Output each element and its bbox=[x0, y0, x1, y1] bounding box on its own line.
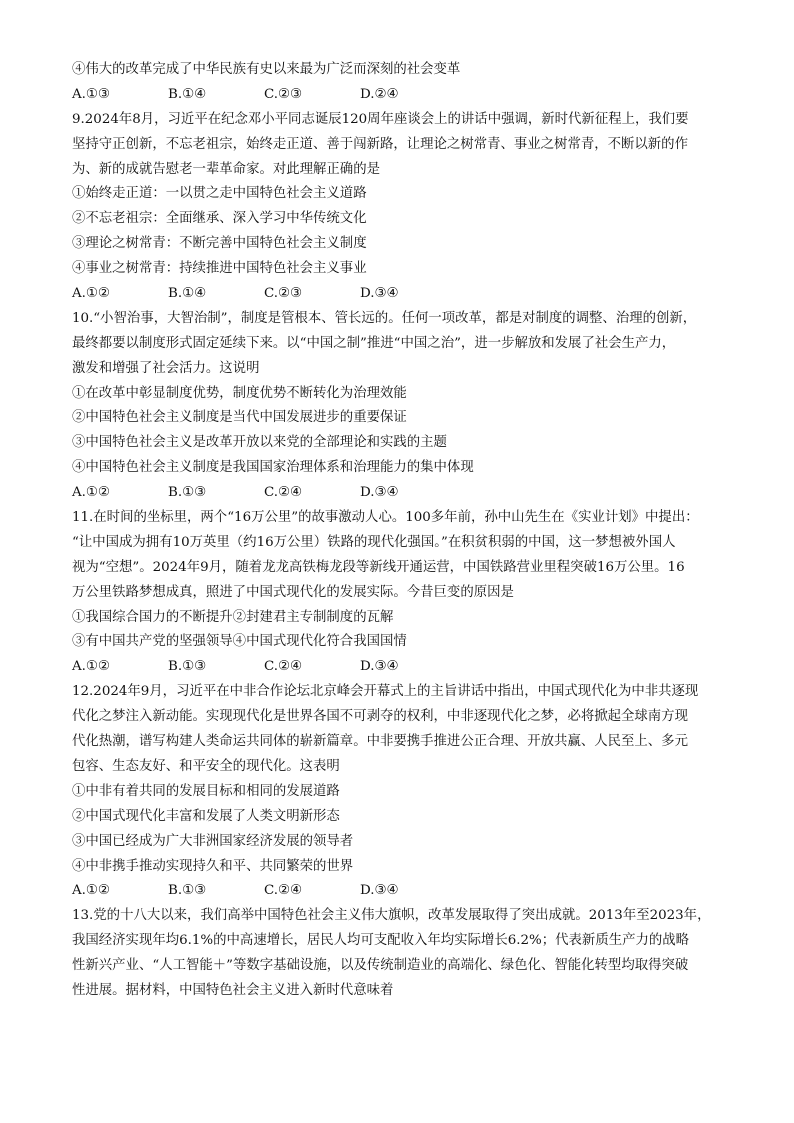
q8-option-c: C.②③ bbox=[264, 86, 303, 102]
q12-stem-line: 代化之梦注入新动能。实现现代化是世界各国不可剥夺的权利，中非逐现代化之梦，必将掀起全球南方现 bbox=[72, 709, 688, 725]
q11-stem-line: “让中国成为拥有10万英里（约16万公里）铁路的现代化强国。”在积贫积弱的中国，这一梦想被外国人 bbox=[72, 534, 676, 550]
q9-item-3: ③理论之树常青：不断完善中国特色社会主义制度 bbox=[72, 236, 367, 252]
q11-option-b: B.①③ bbox=[168, 659, 207, 675]
q12-item-4: ④中非携手推动实现持久和平、共同繁荣的世界 bbox=[72, 858, 354, 874]
q8-option-a: A.①③ bbox=[72, 86, 110, 102]
q12-option-d: D.③④ bbox=[360, 883, 399, 899]
q11-option-a: A.①② bbox=[72, 659, 110, 675]
q10-option-a: A.①② bbox=[72, 485, 110, 501]
q10-stem-line: 10.“小智治事，大智治制”，制度是管根本、管长远的。任何一项改革，都是对制度的调整、治理的创新， bbox=[72, 310, 697, 326]
q12-options bbox=[72, 879, 728, 904]
q11-items-3-4: ③有中国共产党的坚强领导④中国式现代化符合我国国情 bbox=[72, 634, 407, 650]
q12-item-2: ②中国式现代化丰富和发展了人类文明新形态 bbox=[72, 808, 340, 824]
q12-stem-line: 12.2024年9月，习近平在中非合作论坛北京峰会开幕式上的主旨讲话中指出，中国式现代化为中非共逐现 bbox=[72, 684, 699, 700]
q10-item-2: ②中国特色社会主义制度是当代中国发展进步的重要保证 bbox=[72, 410, 407, 426]
q11-stem-line: 万公里铁路梦想成真，照进了中国式现代化的发展实际。今昔巨变的原因是 bbox=[72, 584, 514, 600]
q8-option-b: B.①④ bbox=[168, 86, 207, 102]
q11-stem-line: 11.在时间的坐标里，两个“16万公里”的故事激动人心。100多年前，孙中山先生在《实业计划》中提出： bbox=[72, 510, 699, 526]
q12-stem-line: 包容、生态友好、和平安全的现代化。这表明 bbox=[72, 758, 340, 774]
q10-option-b: B.①③ bbox=[168, 485, 207, 501]
q10-stem-line: 最终都要以制度形式固定延续下来。以“中国之制”推进“中国之治”，进一步解放和发展了社会生产力， bbox=[72, 335, 676, 351]
q11-option-c: C.②④ bbox=[264, 659, 303, 675]
q13-stem-line: 13.党的十八大以来，我们高举中国特色社会主义伟大旗帜，改革发展取得了突出成就。2013年至2023年， bbox=[72, 908, 711, 924]
q12-option-c: C.②④ bbox=[264, 883, 303, 899]
q10-stem-line: 激发和增强了社会活力。这说明 bbox=[72, 360, 260, 376]
q10-option-c: C.②④ bbox=[264, 485, 303, 501]
q9-item-1: ①始终走正道：一以贯之走中国特色社会主义道路 bbox=[72, 186, 367, 202]
q9-stem-line: 坚持守正创新，不忘老祖宗，始终走正道、善于闯新路，让理论之树常青、事业之树常青，不断以新的作 bbox=[72, 136, 688, 152]
q8-option-d: D.②④ bbox=[360, 86, 399, 102]
q9-option-d: D.③④ bbox=[360, 286, 399, 302]
q8-options bbox=[72, 83, 728, 108]
q8-item-4: ④伟大的改革完成了中华民族有史以来最为广泛而深刻的社会变革 bbox=[72, 62, 461, 77]
q10-item-3: ③中国特色社会主义是改革开放以来党的全部理论和实践的主题 bbox=[72, 435, 447, 451]
q12-item-1: ①中非有着共同的发展目标和相同的发展道路 bbox=[72, 783, 340, 799]
q10-item-4: ④中国特色社会主义制度是我国国家治理体系和治理能力的集中体现 bbox=[72, 460, 474, 476]
q11-options bbox=[72, 655, 728, 680]
q12-stem-line: 代化热潮，谱写构建人类命运共同体的崭新篇章。中非要携手推进公正合理、开放共赢、人民至上、多元 bbox=[72, 734, 688, 750]
q9-options bbox=[72, 282, 728, 307]
q10-item-1: ①在改革中彰显制度优势，制度优势不断转化为治理效能 bbox=[72, 385, 407, 401]
q13-stem-line: 性进展。据材料，中国特色社会主义进入新时代意味着 bbox=[72, 982, 394, 998]
q12-option-a: A.①② bbox=[72, 883, 110, 899]
q9-option-a: A.①② bbox=[72, 286, 110, 302]
q10-option-d: D.③④ bbox=[360, 485, 399, 501]
q9-stem-line: 为、新的成就告慰老一辈革命家。对此理解正确的是 bbox=[72, 161, 380, 177]
q9-item-2: ②不忘老祖宗：全面继承、深入学习中华传统文化 bbox=[72, 211, 367, 227]
exam-page bbox=[72, 58, 728, 1004]
q11-items-1-2: ①我国综合国力的不断提升②封建君主专制制度的瓦解 bbox=[72, 609, 394, 625]
q9-stem-line: 9.2024年8月，习近平在纪念邓小平同志诞辰120周年座谈会上的讲话中强调，新时代新征程上，我们要 bbox=[72, 111, 689, 127]
q12-option-b: B.①③ bbox=[168, 883, 207, 899]
q13-stem-line: 性新兴产业、“人工智能＋”等数字基础设施，以及传统制造业的高端化、绿色化、智能化转型均取得突破 bbox=[72, 958, 689, 974]
q11-option-d: D.③④ bbox=[360, 659, 399, 675]
q9-item-4: ④事业之树常青：持续推进中国特色社会主义事业 bbox=[72, 261, 367, 277]
q12-item-3: ③中国已经成为广大非洲国家经济发展的领导者 bbox=[72, 833, 354, 849]
q13-stem-line: 我国经济实现年均6.1%的中高速增长，居民人均可支配收入年均实际增长6.2%；代表新质生产力的战略 bbox=[72, 933, 690, 949]
q9-option-b: B.①④ bbox=[168, 286, 207, 302]
q11-stem-line: 视为“空想”。2024年9月，随着龙龙高铁梅龙段等新线开通运营，中国铁路营业里程突破16万公里。16 bbox=[72, 559, 685, 575]
q9-option-c: C.②③ bbox=[264, 286, 303, 302]
q10-options bbox=[72, 481, 728, 506]
